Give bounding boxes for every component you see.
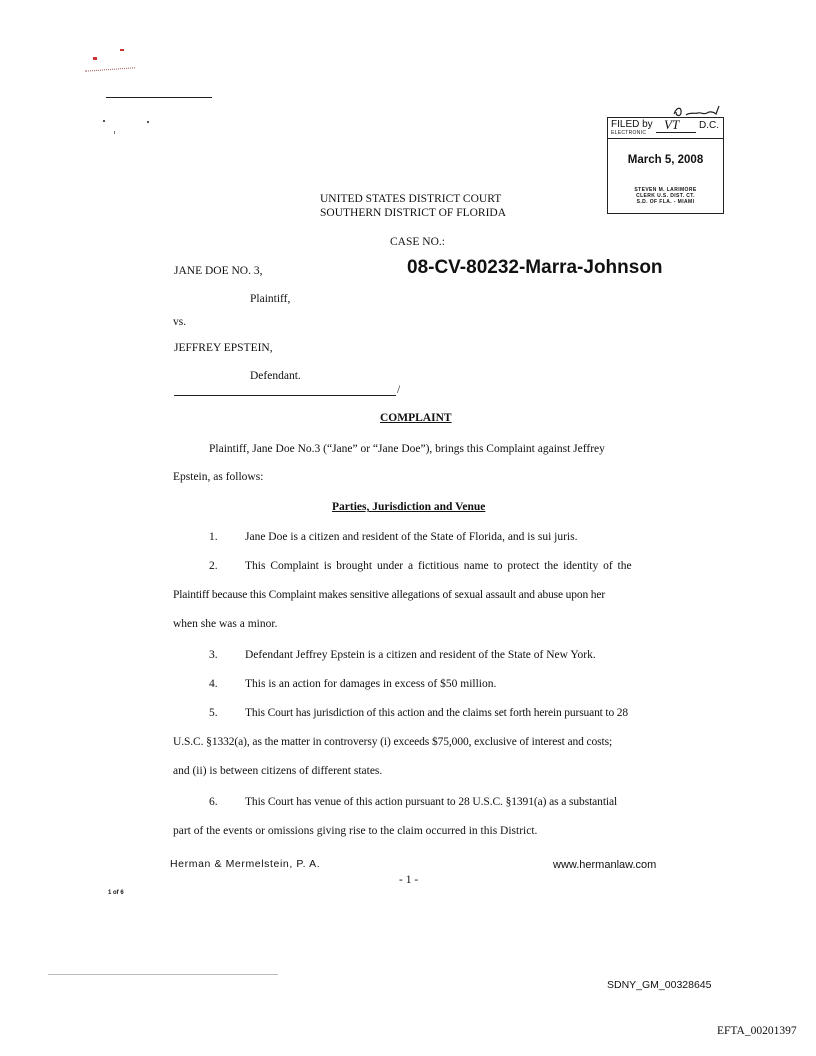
scan-speck — [114, 131, 115, 134]
paragraph-number: 2. — [209, 560, 218, 572]
paragraph-line: Plaintiff because this Complaint makes sensitive allegations of sexual assault and abuse upon her — [173, 589, 606, 601]
page-number: - 1 - — [399, 874, 419, 886]
court-header — [320, 192, 506, 220]
paragraph-line: This is an action for damages in excess of $50 million. — [245, 678, 497, 690]
defendant-name: JEFFREY EPSTEIN, — [174, 342, 273, 354]
stamp-underline — [656, 132, 696, 133]
court-name: UNITED STATES DISTRICT COURT — [320, 193, 502, 205]
paragraph-line: U.S.C. §1332(a), as the matter in controversy (i) exceeds $75,000, exclusive of interest and costs; — [173, 736, 613, 748]
paragraph-number: 6. — [209, 796, 218, 808]
stamp-dc: D.C. — [699, 120, 719, 131]
court-district: SOUTHERN DISTRICT OF FLORIDA — [320, 207, 507, 219]
stamp-clerk-title: CLERK U.S. DIST. CT. — [636, 193, 695, 199]
section-heading: Parties, Jurisdiction and Venue — [332, 501, 486, 513]
scan-top-rule — [106, 97, 212, 98]
paragraph-line: part of the events or omissions giving rise to the claim occurred in this District. — [173, 825, 538, 837]
stamp-electronic: ELECTRONIC — [611, 130, 647, 136]
plaintiff-role: Plaintiff, — [250, 293, 291, 305]
footer-firm: Herman & Mermelstein, P. A. — [170, 858, 321, 870]
case-no-label: CASE NO.: — [390, 236, 445, 248]
scan-mark-red — [93, 57, 97, 60]
stamp-initials: VT — [664, 117, 680, 132]
paragraph-number: 1. — [209, 531, 218, 543]
stamp-date: March 5, 2008 — [627, 154, 704, 166]
scan-speck — [147, 121, 149, 123]
paragraph-line: Jane Doe is a citizen and resident of the State of Florida, and is sui juris. — [245, 531, 578, 543]
stamp-clerk-district: S.D. OF FLA. - MIAMI — [636, 199, 695, 205]
plaintiff-name: JANE DOE NO. 3, — [174, 265, 263, 277]
paragraph-line: This Court has jurisdiction of this action and the claims set forth herein pursuant to 28 — [245, 707, 629, 719]
intro-line: Epstein, as follows: — [173, 471, 264, 483]
scan-speck — [103, 120, 105, 122]
defendant-role: Defendant. — [250, 370, 301, 382]
paragraph-number: 3. — [209, 649, 218, 661]
paragraph-line: This Complaint is brought under a fictitious name to protect the identity of the — [245, 560, 632, 572]
stamp-separator — [608, 138, 723, 139]
intro-line: Plaintiff, Jane Doe No.3 (“Jane” or “Jane Doe”), brings this Complaint against Jeffrey — [209, 443, 605, 455]
stamp-clerk — [608, 187, 723, 205]
stamp-filed-by: FILED by — [611, 119, 653, 130]
document-title: COMPLAINT — [380, 412, 452, 424]
paragraph-line: This Court has venue of this action pursuant to 28 U.S.C. §1391(a) as a substantial — [245, 796, 618, 808]
scan-mark-red — [120, 49, 124, 51]
case-number: 08-CV-80232-Marra-Johnson — [407, 257, 663, 278]
caption-rule — [174, 395, 396, 396]
footer-website: www.hermanlaw.com — [553, 859, 657, 871]
paragraph-line: when she was a minor. — [173, 618, 278, 630]
paragraph-number: 4. — [209, 678, 218, 690]
efta-number: EFTA_00201397 — [717, 1025, 797, 1037]
bates-number: SDNY_GM_00328645 — [607, 979, 712, 991]
page-count: 1 of 6 — [108, 890, 124, 896]
scan-bottom-rule — [48, 974, 278, 975]
paragraph-line: Defendant Jeffrey Epstein is a citizen and resident of the State of New York. — [245, 649, 596, 661]
filed-stamp — [607, 117, 724, 214]
scan-mark-dots — [85, 67, 135, 71]
versus: vs. — [173, 316, 187, 328]
paragraph-line: and (ii) is between citizens of different states. — [173, 765, 383, 777]
stamp-clerk-name: STEVEN M. LARIMORE — [634, 187, 697, 193]
paragraph-number: 5. — [209, 707, 218, 719]
caption-slash: / — [397, 384, 401, 396]
